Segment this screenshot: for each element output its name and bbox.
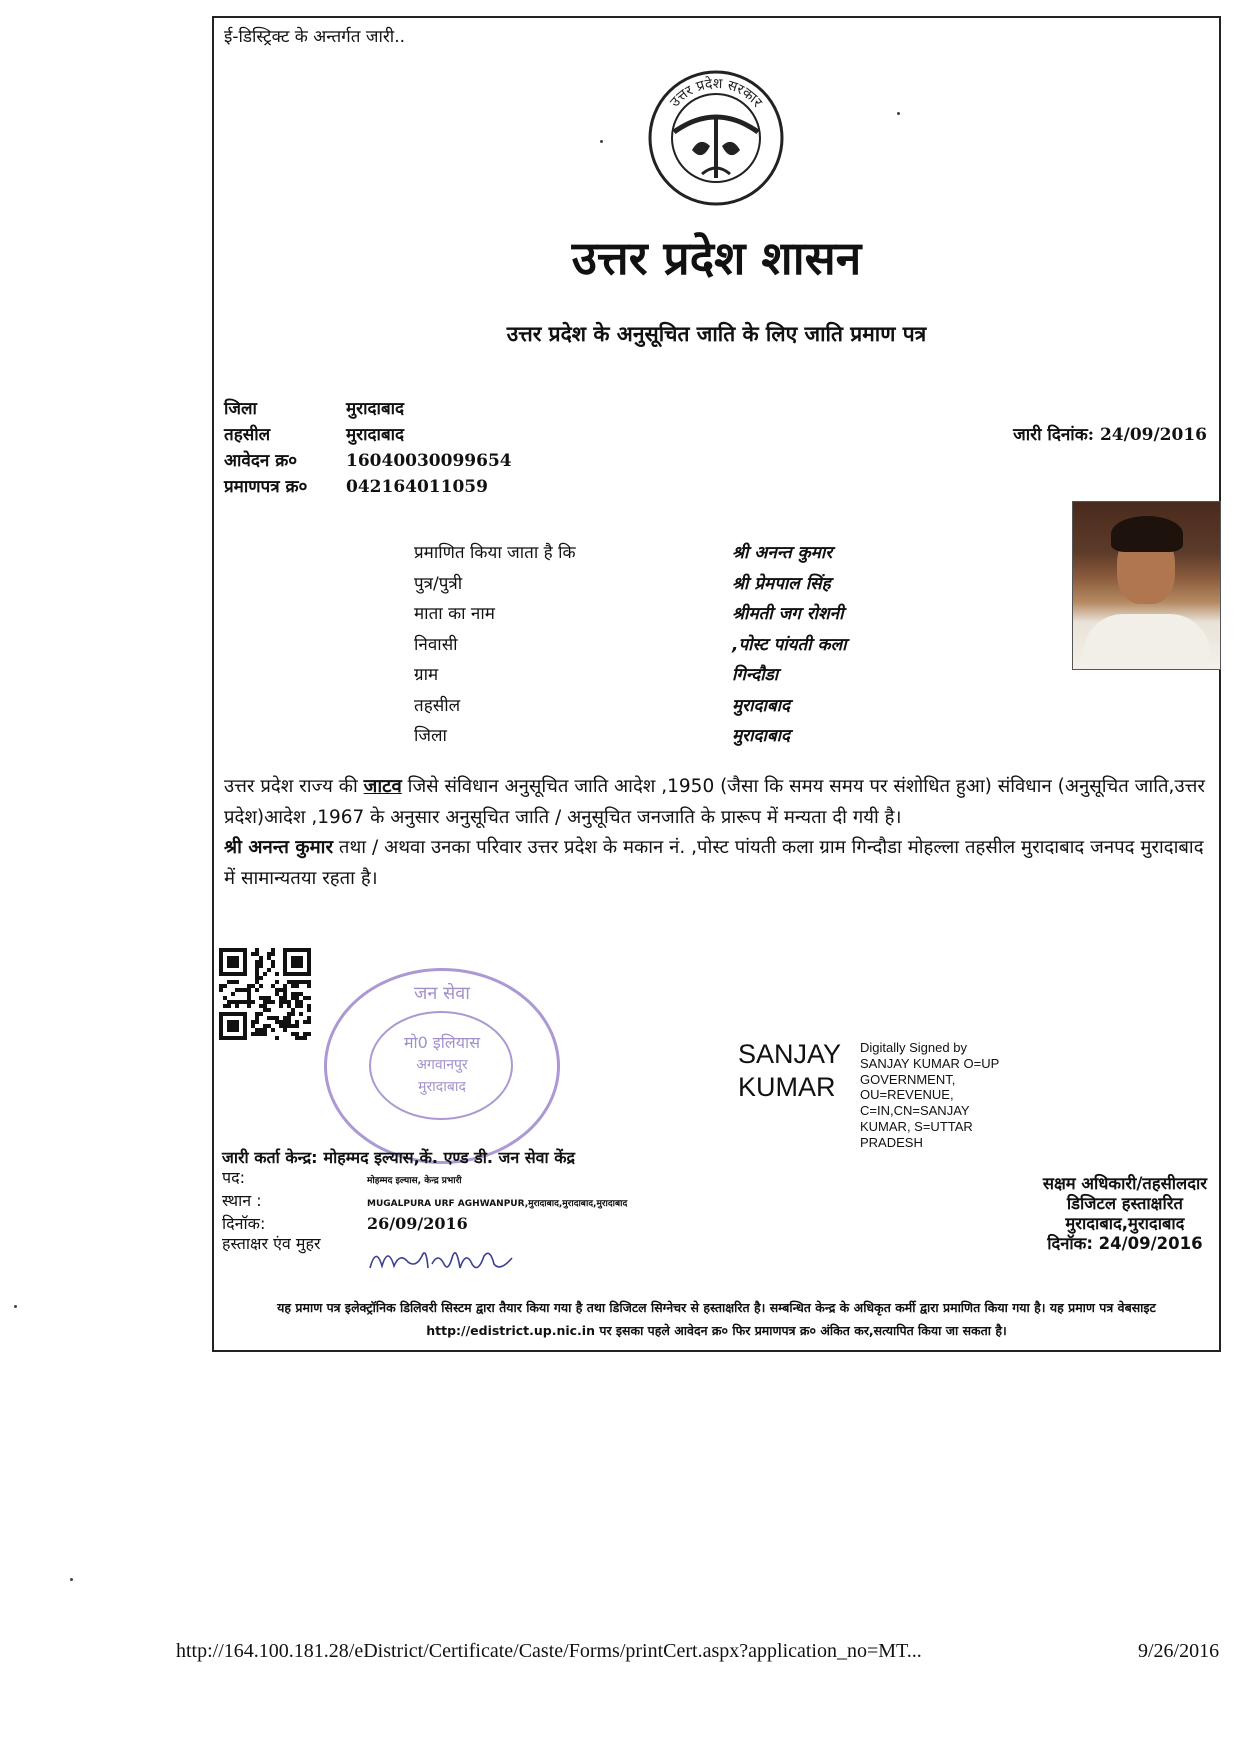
field-label: पुत्र/पुत्री [414, 573, 463, 594]
holder-details [414, 538, 847, 752]
issuer-place-label: स्थान : [222, 1191, 262, 1210]
scan-speck [70, 1578, 73, 1581]
center-stamp [324, 968, 560, 1164]
body-text-part: तथा / अथवा उनका परिवार उत्तर प्रदेश के मकान नं. ,पोस्ट पांयती कला ग्राम गिन्दौडा मोहल्ला तहसील मुरादाबाद जनपद मुरादाबाद में सामान्यतया रहता है। [224, 837, 1204, 889]
certificate-number-label: प्रमाणपत्र क्र० [224, 477, 308, 497]
photo-shirt [1083, 614, 1210, 669]
issuer-row [222, 1191, 627, 1214]
verification-note: यह प्रमाण पत्र इलेक्ट्रॉनिक डिलिवरी सिस्टम द्वारा तैयार किया गया है तथा डिजिटल सिग्नेचर से हस्ताक्षरित है। सम्बन्धित केन्द्र के अधिकृत कर्मी द्वारा प्रमाणित किया गया है। यह प्रमाण पत्र वेबसाइट http://edistrict.up.nic.in पर इसका पहले आवेदन क्र० फिर प्रमाणपत्र क्र० अंकित कर,सत्यापित किया जा सकता है। [277, 1300, 1156, 1338]
field-row [414, 599, 847, 630]
photo-hair [1111, 516, 1183, 552]
field-label: प्रमाणित किया जाता है कि [414, 543, 576, 563]
issuer-row [222, 1214, 627, 1234]
stamp-line: मो0 इलियास [403, 1033, 481, 1052]
scan-speck [600, 140, 603, 143]
print-url: http://164.100.181.28/eDistrict/Certificate/Caste/Forms/printCert.aspx?application_no=MT... [176, 1640, 922, 1662]
digital-signer-name [738, 1038, 848, 1104]
officer-location: मुरादाबाद,मुरादाबाद [1065, 1214, 1185, 1233]
issuing-officer [1043, 1174, 1207, 1254]
header-note: ई-डिस्ट्रिक्ट के अन्तर्गत जारी.. [224, 27, 406, 47]
issuer-date-label: दिनॉक: [222, 1214, 266, 1233]
district-label: जिला [224, 399, 257, 419]
tehsil-row [224, 422, 512, 448]
caste-name: जाटव [363, 776, 402, 797]
up-government-emblem [644, 66, 788, 210]
stamp-line: अगवानपुर [416, 1057, 468, 1073]
issuer-center-value: मोहम्मद इल्यास,कें. एण्ड डी. जन सेवा केंद्र [323, 1148, 576, 1167]
issuer-sign-label: हस्ताक्षर एंव मुहर [222, 1234, 321, 1253]
field-label: निवासी [414, 634, 458, 655]
application-label: आवेदन क्र० [224, 451, 298, 471]
issuer-row [222, 1168, 627, 1191]
stamp-line: मुरादाबाद [418, 1079, 466, 1095]
qr-code-icon [219, 948, 311, 1040]
field-row [414, 569, 847, 600]
tehsil-label: तहसील [224, 425, 271, 445]
holder-photo [1072, 501, 1221, 670]
body-text-part: जिसे संविधान अनुसूचित जाति आदेश ,1950 (जैसा कि समय समय पर संशोधित हुआ) संविधान (अनुसूचित जाति,उत्तर प्रदेश)आदेश ,1967 के अनुसार अनुसूचित जाति / अनुसूचित जनजाति के प्रारूप में मन्यता दी गयी है। [224, 776, 1205, 828]
district-row [224, 396, 512, 422]
certificate-meta [224, 396, 512, 500]
field-value: श्री प्रेमपाल सिंह [732, 573, 831, 594]
handwritten-signature [366, 1238, 516, 1278]
field-row [414, 691, 847, 722]
field-label: ग्राम [414, 665, 439, 685]
certificate-number-row [224, 474, 512, 500]
issuer-post-value: मोहम्मद इल्यास, केन्द्र प्रभारी [367, 1176, 462, 1186]
field-row [414, 538, 847, 569]
issue-date: जारी दिनांक: 24/09/2016 [1013, 425, 1207, 445]
field-value: गिन्दौडा [732, 665, 779, 685]
field-value: श्री अनन्त कुमार [732, 543, 833, 563]
field-row [414, 721, 847, 752]
officer-designation: सक्षम अधिकारी/तहसीलदार [1042, 1174, 1207, 1193]
issuer-place-value: MUGALPURA URF AGHWANPUR,मुरादाबाद,मुरादाबाद,मुरादाबाद [367, 1199, 628, 1209]
field-label: माता का नाम [414, 604, 495, 624]
field-label: तहसील [414, 695, 461, 716]
field-row [414, 660, 847, 691]
tehsil-value: मुरादाबाद [346, 425, 405, 445]
application-row [224, 448, 512, 474]
stamp-top-text: जन सेवा [414, 983, 470, 1004]
field-value: ,पोस्ट पांयती कला [732, 634, 847, 655]
issuer-center-label: जारी कर्ता केन्द्र: [222, 1148, 318, 1167]
certificate-subtitle: उत्तर प्रदेश के अनुसूचित जाति के लिए जाति प्रमाण पत्र [506, 322, 927, 346]
scan-speck [897, 112, 900, 115]
scan-speck [14, 1305, 17, 1308]
field-value: मुरादाबाद [732, 726, 791, 746]
print-date: 9/26/2016 [1138, 1640, 1220, 1662]
certificate [212, 16, 1221, 1352]
certificate-body [224, 772, 1209, 894]
officer-digital-signed: डिजिटल हस्ताक्षरित [1066, 1194, 1183, 1213]
district-value: मुरादाबाद [346, 399, 405, 419]
signer-name-line: KUMAR [738, 1072, 836, 1102]
field-value: श्रीमती जग रोशनी [732, 604, 844, 624]
issuer-date-value: 26/09/2016 [367, 1214, 468, 1233]
certificate-number: 042164011059 [346, 477, 488, 497]
field-value: मुरादाबाद [732, 695, 791, 716]
issuer-post-label: पद: [222, 1168, 245, 1187]
field-label: जिला [414, 726, 447, 746]
application-number: 16040030099654 [346, 451, 512, 471]
body-text-part: उत्तर प्रदेश राज्य की [224, 776, 364, 797]
signer-name-line: SANJAY [738, 1039, 842, 1069]
holder-name-inline: श्री अनन्त कुमार [224, 837, 334, 858]
issuer-row [222, 1148, 627, 1168]
emblem-text: उत्तर प्रदेश सरकार [666, 75, 766, 111]
digital-signature-details: Digitally Signed by SANJAY KUMAR O=UP GOVERNMENT, OU=REVENUE, C=IN,CN=SANJAY KUMAR, S=UTTAR PRADESH [860, 1040, 1000, 1150]
field-row [414, 630, 847, 661]
officer-date: दिनॉक: 24/09/2016 [1047, 1234, 1203, 1253]
main-title: उत्तर प्रदेश शासन [571, 231, 862, 285]
